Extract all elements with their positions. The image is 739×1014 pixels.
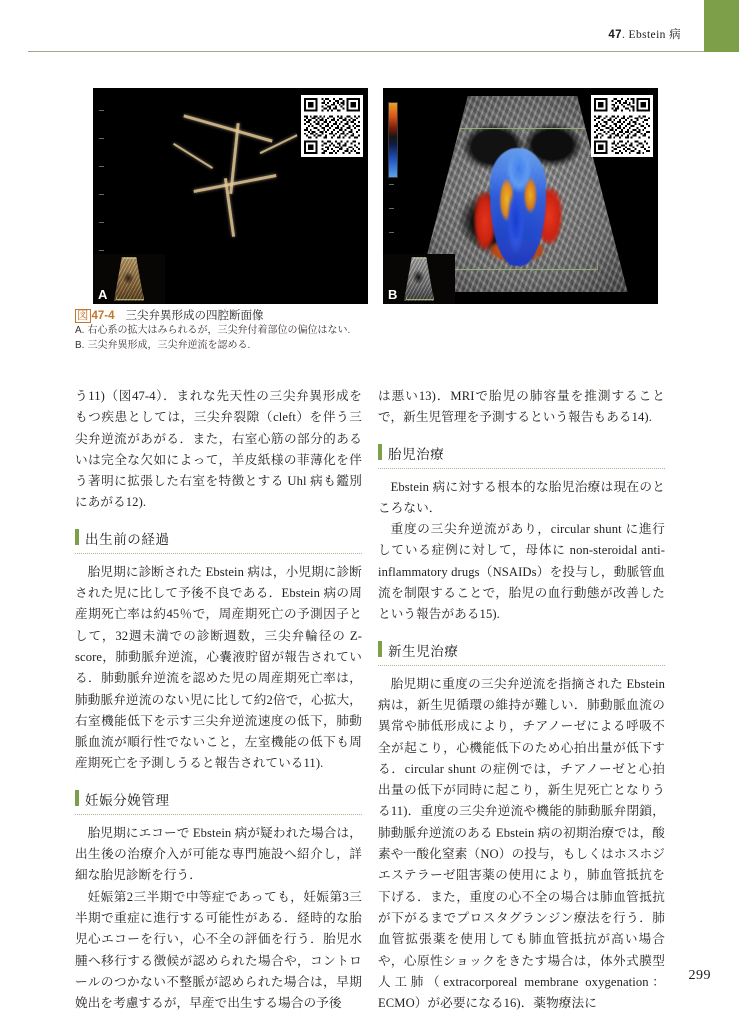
section-heading-neonatal-therapy: 新生児治療 <box>378 640 665 666</box>
figure-47-4 <box>93 88 668 304</box>
paragraph-pregnancy-management-2: 妊娠第2三半期で中等症であっても，妊娠第3三半期で重症に進行する可能性がある．経時的な胎児心エコーを行い，心不全の評価を行う．胎児水腫へ移行する徴候が認められた場合や，コントロールのつかない不整脈が認められた場合は，早期娩出を考慮するが，早産で出生する場合の予後 <box>75 889 362 1011</box>
figure-subcaption-b-label: B. <box>75 339 85 351</box>
figure-subcaption-a <box>75 324 675 339</box>
thumbnail-roi-outline-a <box>116 258 144 300</box>
qr-code-b[interactable] <box>591 95 653 157</box>
figure-number-value: 47-4 <box>91 310 115 322</box>
paragraph-prenatal-course-1: 胎児期に診断された Ebstein 病は，小児期に診断された児に比して予後不良である．Ebstein 病の周産期死亡率は約45％で，周産期死亡の予測因子として，32週未満での診断週数，三尖弁輪径の Z-score，肺動脈弁逆流，心嚢液貯留が報告されている．肺動脈弁逆流を認めた児の周産期死亡率は，肺動脈弁逆流のない児に比して約2倍で，心拡大，右室機能低下を示す三尖弁逆流速度の低下，肺動脈血流が順行性でないこと，左室機能の低下も周産期死亡を予測しうると報告されている11). <box>75 564 362 771</box>
figure-subcaption-a-label: A. <box>75 325 85 336</box>
body-column-left <box>75 386 362 1014</box>
tricuspid-regurgitation-jet <box>490 148 546 266</box>
paragraph-pregnancy-management-1: 胎児期にエコーで Ebstein 病が疑われた場合は，出生後の治療介入が可能な専門施設へ紹介し，詳細な胎児診断を行う． <box>75 825 362 883</box>
paragraph-fetal-therapy-1: Ebstein 病に対する根本的な胎児治療は現在のところない． <box>378 479 665 515</box>
right-continued-paragraph: は悪い13)．MRIで胎児の肺容量を推測することで，新生児管理を予測するという報告もある14). <box>378 389 665 425</box>
figure-number-box-glyph: 図 <box>77 310 89 322</box>
thumbnail-roi-outline-b <box>406 258 434 300</box>
figure-title-text: 三尖弁異形成の四腔断面像 <box>125 310 264 322</box>
chapter-title: Ebstein 病 <box>628 29 681 41</box>
paragraph-neonatal-therapy-1: 胎児期に重度の三尖弁逆流を指摘された Ebstein 病は，新生児循環の維持が難しい．肺動脈血流の異常や肺低形成により，チアノーゼによる呼吸不全が起こり，心機能低下のため心拍出量が低下する．circular shunt の症例では，チアノーゼと心拍出量の低下が同時に起こり，新生児死亡となりうる11)．重度の三尖弁逆流や機能的肺動脈弁閉鎖，肺動脈弁逆流のある Ebstein 病の初期治療では，酸素や一酸化窒素（NO）の投与，もしくはホスホジエステラーゼ阻害薬の使用により，肺血管抵抗を下げる．また，重度の心不全の場合は肺血管抵抗が下がるまでプロスタグランジン療法を行う．肺血管拡張薬を使用しても肺血管抵抗が高い場合や，心原性ショックをきたす場合は，体外式膜型人工肺（extracorporeal membrane oxygenation：ECMO）が必要になる16)．薬物療法に <box>378 676 665 1011</box>
page-number: 299 <box>688 968 711 983</box>
thumbnail-inset-b <box>383 254 455 304</box>
thumbnail-inset-a <box>93 254 165 304</box>
page-header <box>0 0 739 52</box>
chapter-separator: . <box>621 29 626 41</box>
ultrasound-panel-a <box>93 88 368 304</box>
figure-caption-title <box>75 309 675 324</box>
chapter-number: 47 <box>608 29 622 41</box>
header-rule <box>28 51 711 52</box>
body-column-right <box>378 386 665 1014</box>
paragraph-fetal-therapy-2: 重度の三尖弁逆流があり，circular shunt に進行している症例に対して，母体に non-steroidal anti-inflammatory drugs（NSAIDs）を投与し，動脈管血流を制限することで，胎児の血行動態が改善したという報告がある15). <box>378 522 665 622</box>
doppler-color-scale <box>388 102 398 178</box>
figure-subcaption-b-text: 三尖弁異形成，三尖弁逆流を認める. <box>87 339 251 351</box>
section-heading-prenatal-course: 出生前の経過 <box>75 528 362 554</box>
qr-code-a[interactable] <box>301 95 363 157</box>
section-heading-pregnancy-delivery-management: 妊娠分娩管理 <box>75 789 362 815</box>
figure-caption <box>75 309 675 353</box>
panel-letter-a: A <box>98 287 108 302</box>
figure-subcaption-a-text: 右心系の拡大はみられるが，三尖弁付着部位の偏位はない. <box>87 325 351 336</box>
ultrasound-panel-b <box>383 88 658 304</box>
figure-subcaption-b <box>75 339 675 354</box>
panel-letter-b: B <box>388 287 398 302</box>
running-head <box>608 26 681 42</box>
left-continued-paragraph: う11)（図47-4）．まれな先天性の三尖弁異形成をもつ疾患としては，三尖弁裂隙（cleft）を伴う三尖弁逆流があがる．また，右室心筋の部分的あるいは完全な欠如によって，羊皮紙様の菲薄化を伴う著明に拡張した右室を特徴とする Uhl 病も鑑別にあがる12). <box>75 389 362 510</box>
section-heading-fetal-therapy: 胎児治療 <box>378 443 665 469</box>
figure-number <box>75 310 115 322</box>
chapter-thumb-tab <box>704 0 739 52</box>
